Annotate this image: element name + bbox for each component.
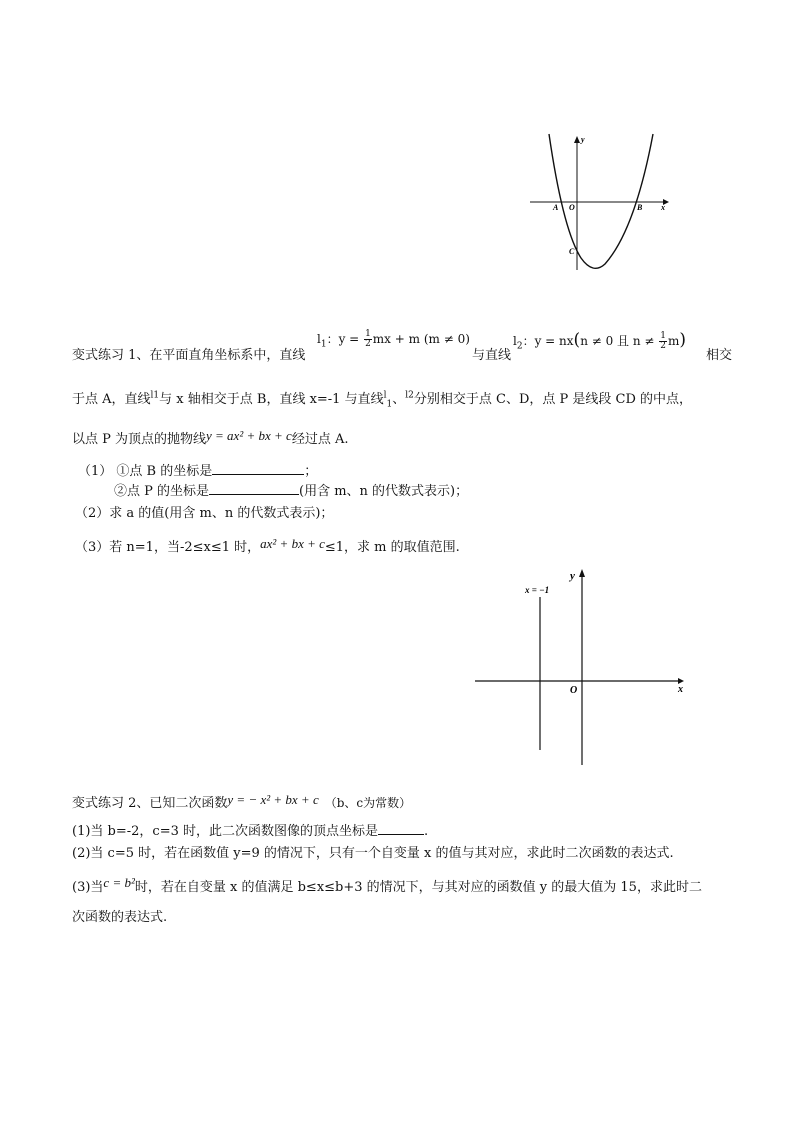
l1-frac-num: 1 <box>365 329 371 339</box>
line2-l1b: l <box>383 390 387 401</box>
ex2-p1 <box>72 820 428 839</box>
graph1-label-x: x <box>661 203 665 212</box>
ex2-p1-blank <box>378 822 424 835</box>
line3-a: 以点 P 为顶点的抛物线 <box>72 432 207 447</box>
l2-sub: 2 <box>516 341 523 352</box>
l1-frac-den: 2 <box>365 339 371 349</box>
q2: （2）求 a 的值(用含 m、n 的代数式表示)； <box>75 506 334 521</box>
ex2-title-formula: y = − x² + bx + c <box>227 792 319 807</box>
q1-a <box>78 460 317 479</box>
graph2-label-x: x <box>678 684 683 695</box>
q3 <box>75 536 460 555</box>
q3-formula: ax² + bx + c <box>260 536 325 551</box>
l1-fraction <box>364 330 372 349</box>
ex2-p3-a: (3)当 <box>72 880 104 895</box>
l1-expr-b: mx + m (m ≠ 0) <box>372 332 470 346</box>
q1-b-end: (用含 m、n 的代数式表示)； <box>299 484 469 499</box>
line2-a: 于点 A，直线 <box>72 392 151 407</box>
ex2-p1-end: . <box>424 824 429 839</box>
q1-a-text: （1） ①点 B 的坐标是 <box>78 464 213 479</box>
q3-b: ≤1，求 m 的取值范围. <box>324 540 460 555</box>
l2-frac-num: 1 <box>660 331 667 341</box>
ex2-p2: (2)当 c=5 时，若在函数值 y=9 的情况下，只有一个自变量 x 的值与其对应，求此时二次函数的表达式. <box>72 846 674 861</box>
l2-definition <box>513 330 686 351</box>
ex2-p3-cont: 次函数的表达式. <box>72 910 168 925</box>
q1-a-blank <box>212 462 304 475</box>
ex2-title <box>72 792 411 811</box>
l2-left-paren: ( <box>573 330 581 350</box>
graph1-label-C: C <box>569 247 575 256</box>
ex2-p3-b: 时，若在自变量 x 的值满足 b≤x≤b+3 的情况下，与其对应的函数值 y 的最大值为 15，求此时二 <box>134 880 702 895</box>
l1-definition <box>317 330 470 349</box>
l2-expr-c: m <box>668 334 680 348</box>
l2-expr-a: ：y = nx <box>522 334 574 348</box>
graph1-label-y: y <box>581 135 585 144</box>
q1-a-end: ； <box>304 464 318 479</box>
q1-b-blank <box>209 482 299 495</box>
graph2-label-y: y <box>570 570 575 582</box>
ex1-connector: 与直线 <box>472 348 512 363</box>
l2-name: l <box>513 334 517 348</box>
ex1-tail: 相交 <box>706 348 733 363</box>
line2-l1: l <box>150 390 154 401</box>
line2-sep: 、 <box>392 392 406 407</box>
line2-c: 分别相交于点 C、D，点 P 是线段 CD 的中点， <box>413 392 693 407</box>
parabola-graph <box>525 130 675 275</box>
ex1-title: 变式练习 1、在平面直角坐标系中，直线 <box>72 348 306 363</box>
ex1-line1 <box>72 329 733 363</box>
line2-l1-sub: 1 <box>153 390 160 401</box>
line2-l1b-sub: 1 <box>386 399 393 410</box>
q3-a: （3）若 n=1，当-2≤x≤1 时， <box>75 540 261 555</box>
graph1-label-A: A <box>553 203 559 212</box>
line2-l2-sub: 2 <box>408 390 414 401</box>
line3-b: 经过点 A. <box>291 432 349 447</box>
l2-fraction <box>659 332 667 351</box>
l2-right-paren: ) <box>679 330 687 350</box>
line2-l2: l <box>405 390 409 401</box>
ex1-line3 <box>72 428 348 447</box>
ex2-p3 <box>72 876 702 895</box>
ex2-title-b: （b、c为常数） <box>324 796 412 810</box>
q1-b <box>114 480 468 499</box>
line3-formula: y = ax² + bx + c <box>206 428 292 443</box>
graph1-label-B: B <box>637 203 643 212</box>
l1-expr-a: ：y = <box>326 332 360 346</box>
l1-sub: 1 <box>320 339 327 350</box>
ex2-p3-formula: c = b² <box>103 875 135 890</box>
q1-b-text: ②点 P 的坐标是 <box>114 484 210 499</box>
line2-b: 与 x 轴相交于点 B，直线 x=-1 与直线 <box>159 392 384 407</box>
l2-frac-den: 2 <box>660 341 667 351</box>
graph2-label-line: x = −1 <box>525 585 550 595</box>
ex1-line2 <box>72 388 692 410</box>
ex2-title-a: 变式练习 2、已知二次函数 <box>72 796 228 811</box>
graph2-label-O: O <box>570 685 578 696</box>
line-graph <box>470 565 695 770</box>
l1-name: l <box>317 332 321 346</box>
graph1-label-O: O <box>569 203 575 212</box>
l2-expr-b: n ≠ 0 且 n ≠ <box>580 334 655 348</box>
ex2-p1-text: (1)当 b=-2，c=3 时，此二次函数图像的顶点坐标是 <box>72 824 379 839</box>
